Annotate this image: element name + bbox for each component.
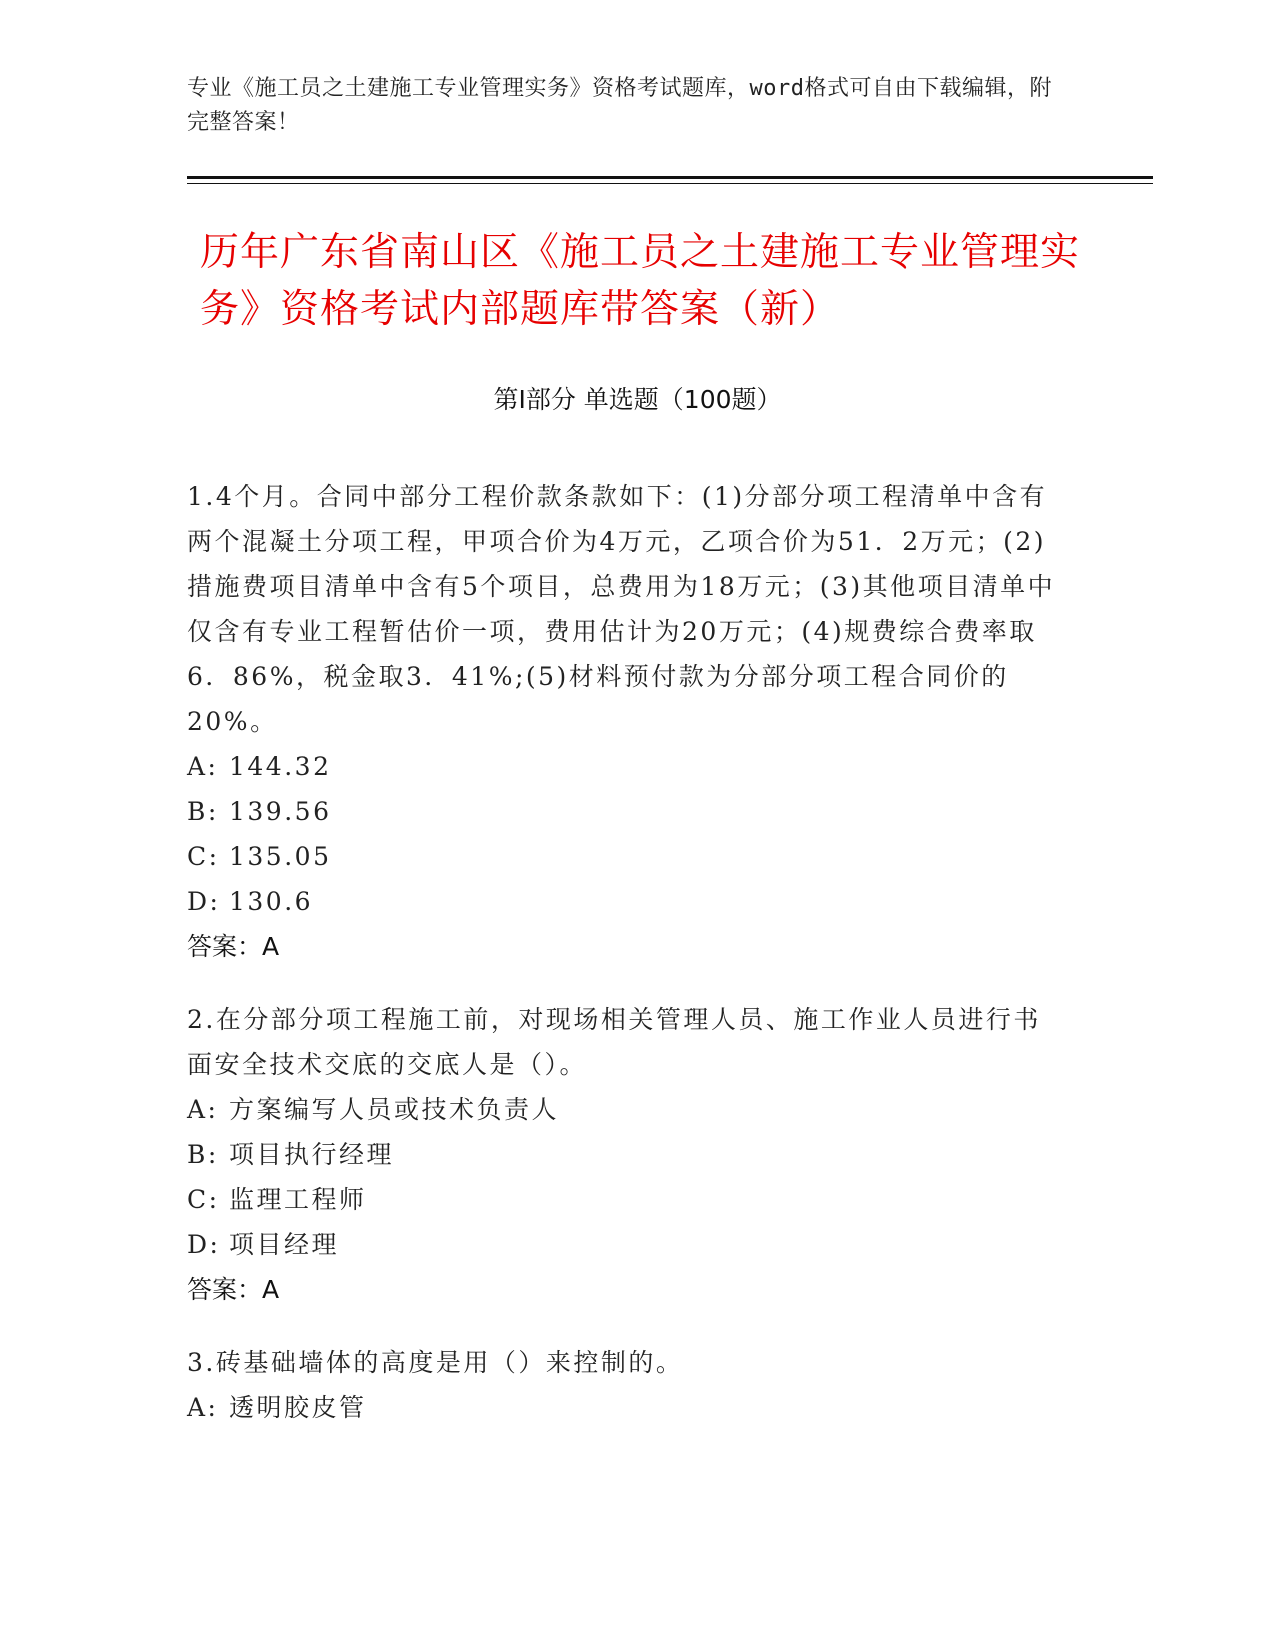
question-1 xyxy=(187,474,1067,969)
option-text: 135.05 xyxy=(229,842,332,871)
option-d xyxy=(187,1222,1067,1267)
option-a xyxy=(187,1385,1067,1430)
option-key: A: xyxy=(187,1393,219,1422)
option-key: D: xyxy=(187,1230,221,1259)
option-text: 144.32 xyxy=(229,752,332,781)
option-b xyxy=(187,789,1067,834)
option-key: A: xyxy=(187,752,219,781)
option-text: 139.56 xyxy=(229,797,332,826)
option-text: 方案编写人员或技术负责人 xyxy=(229,1095,560,1124)
option-d xyxy=(187,879,1067,924)
question-2 xyxy=(187,997,1067,1312)
option-key: C: xyxy=(187,842,220,871)
option-text: 项目执行经理 xyxy=(229,1140,395,1169)
section-name: 单选题（100题） xyxy=(583,385,782,414)
option-text: 项目经理 xyxy=(229,1230,340,1259)
header-note: 专业《施工员之土建施工专业管理实务》资格考试题库，word格式可自由下载编辑，附完整答案！ xyxy=(187,76,1052,135)
option-key: B: xyxy=(187,1140,219,1169)
option-c xyxy=(187,1177,1067,1222)
option-a xyxy=(187,744,1067,789)
option-text: 透明胶皮管 xyxy=(229,1393,367,1422)
option-key: A: xyxy=(187,1095,219,1124)
option-a xyxy=(187,1087,1067,1132)
option-text: 130.6 xyxy=(229,887,314,916)
question-list xyxy=(187,474,1067,1458)
option-key: D: xyxy=(187,887,221,916)
answer: 答案：A xyxy=(187,932,280,961)
section-label: 第Ⅰ部分 xyxy=(493,385,576,414)
header-divider-thin xyxy=(187,183,1153,184)
option-text: 监理工程师 xyxy=(229,1185,367,1214)
option-key: B: xyxy=(187,797,219,826)
question-stem: 3.砖基础墙体的高度是用（）来控制的。 xyxy=(187,1348,684,1377)
option-key: C: xyxy=(187,1185,220,1214)
question-3 xyxy=(187,1340,1067,1430)
option-b xyxy=(187,1132,1067,1177)
question-stem: 2.在分部分项工程施工前，对现场相关管理人员、施工作业人员进行书面安全技术交底的交底人是（）。 xyxy=(187,1005,1041,1079)
answer: 答案：A xyxy=(187,1275,280,1304)
document-title: 历年广东省南山区《施工员之土建施工专业管理实务》资格考试内部题库带答案（新） xyxy=(200,230,1081,332)
option-c xyxy=(187,834,1067,879)
question-stem: 1.4个月。合同中部分工程价款条款如下：(1)分部分项工程清单中含有两个混凝土分项工程，甲项合价为4万元，乙项合价为51．2万元；(2)措施费项目清单中含有5个项目，总费用为18万元；(3)其他项目清单中仅含有专业工程暂估价一项，费用估计为20万元；(4)规费综合费率取6．86%，税金取3．41%;(5)材料预付款为分部分项工程合同价的20%。 xyxy=(187,482,1056,736)
section-heading xyxy=(0,382,1275,418)
header-divider-thick xyxy=(187,176,1153,179)
